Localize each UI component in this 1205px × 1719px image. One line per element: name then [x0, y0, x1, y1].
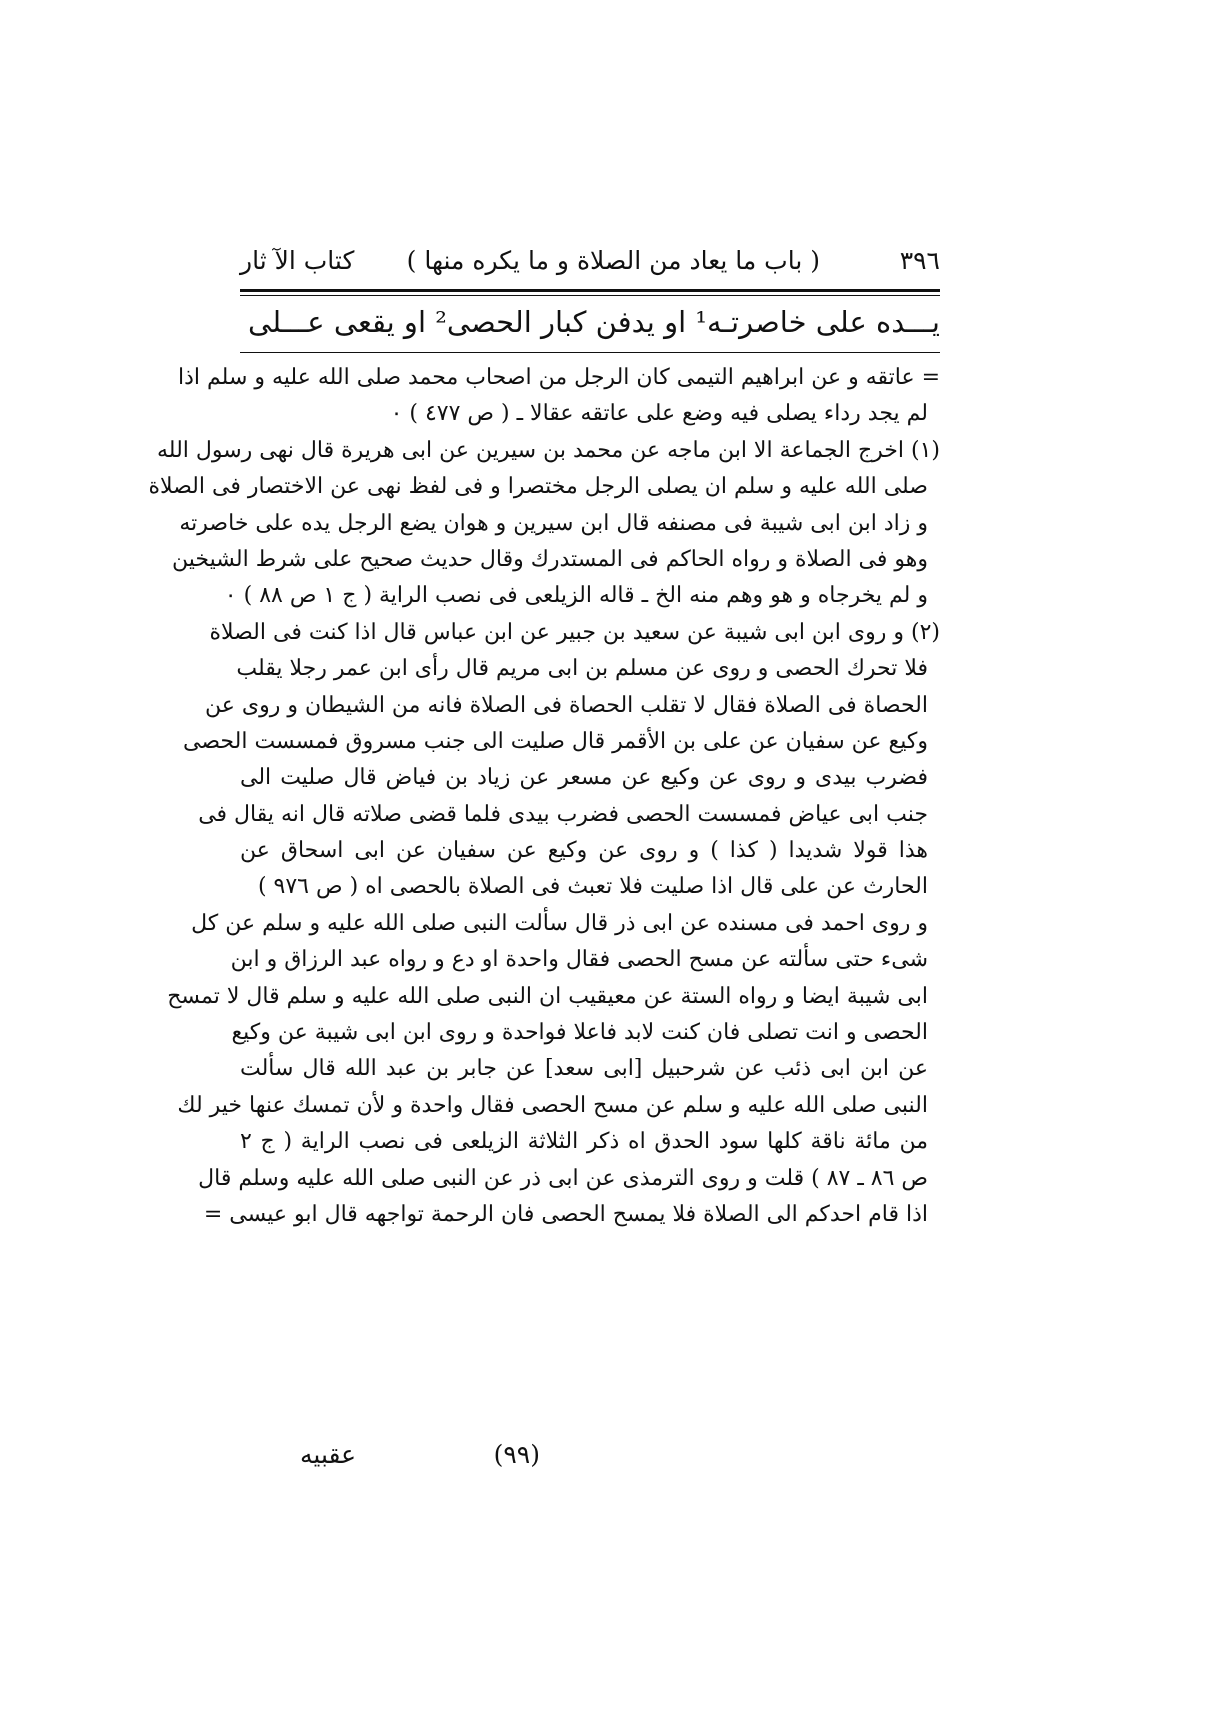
note-line: اذا قام احدكم الى الصلاة فلا يمسح الحصى فان الرحمة تواجهه قال ابو عيسى =	[203, 1201, 928, 1227]
main-text-divider	[240, 352, 940, 353]
note-line: النبى صلى الله عليه و سلم عن مسح الحصى فقال واحدة و لأن تمسك عنها خير لك	[177, 1092, 928, 1118]
page-number: ٣٩٦	[899, 246, 940, 275]
chapter-title: ( باب ما يعاد من الصلاة و ما يكره منها )	[406, 246, 820, 275]
note-line: فضرب بيدى و روى عن وكيع عن مسعر عن زياد بن فياض قال صليت الى	[240, 765, 928, 791]
note-line: و روى احمد فى مسنده عن ابى ذر قال سألت النبى صلى الله عليه و سلم عن كل	[191, 910, 928, 936]
note-line: = عاتقه و عن ابراهيم التيمى كان الرجل من اصحاب محمد صلى الله عليه و سلم اذا	[178, 365, 940, 390]
header-rule-thin	[240, 295, 940, 296]
note-line: وكيع عن سفيان عن على بن الأقمر قال صليت الى جنب مسروق فمسست الحصى	[183, 728, 928, 754]
note-line: شىء حتى سألته عن مسح الحصى فقال واحدة او دع و رواه عبد الرزاق و ابن	[230, 947, 928, 973]
note-line: وهو فى الصلاة و رواه الحاكم فى المستدرك وقال حديث صحيح على شرط الشيخين	[172, 546, 928, 572]
main-text-line: يـــده على خاصرتـه¹ او يدفن كبار الحصى² او يقعى عـــلى	[248, 305, 940, 339]
book-title: كتاب الآ ثار	[240, 246, 355, 275]
note-line: فلا تحرك الحصى و روى عن مسلم بن ابى مريم قال رأى ابن عمر رجلا يقلب	[236, 656, 928, 682]
page-header	[240, 240, 940, 286]
header-rule-thick	[240, 289, 940, 292]
note-line: عن ابن ابى ذئب عن شرحبيل [ابى سعد] عن جابر بن عبد الله قال سألت	[240, 1056, 928, 1082]
page-footer	[240, 1438, 940, 1478]
catchword: عقبيه	[300, 1440, 357, 1469]
note-line: لم يجد رداء يصلى فيه وضع على عاتقه عقالا ـ ( ص ٤٧٧ ) ٠	[390, 401, 928, 427]
note-line: ابى شيبة ايضا و رواه الستة عن معيقيب ان النبى صلى الله عليه و سلم قال لا تمسح	[167, 983, 928, 1009]
note-line: من مائة ناقة كلها سود الحدق اه ذكر الثلاثة الزيلعى فى نصب الراية ( ج ٢	[240, 1129, 928, 1155]
note-line: و لم يخرجاه و هو وهم منه الخ ـ قاله الزيلعى فى نصب الراية ( ج ١ ص ٨٨ ) ٠	[224, 583, 928, 609]
note-line: و زاد ابن ابى شيبة فى مصنفه قال ابن سيرين و هوان يضع الرجل يده على خاصرته	[179, 510, 928, 536]
note-line: الحصاة فى الصلاة فقال لا تقلب الحصاة فى الصلاة فانه من الشيطان و روى عن	[205, 692, 928, 718]
sheet-mark: (٩٩)	[493, 1440, 540, 1469]
note-line: هذا قولا شديدا ( كذا ) و روى عن وكيع عن سفيان عن ابى اسحاق عن	[240, 838, 928, 864]
note-line: الحارث عن على قال اذا صليت فلا تعبث فى الصلاة بالحصى اه ( ص ٩٧٦ )	[257, 874, 928, 900]
note-line: (١) اخرج الجماعة الا ابن ماجه عن محمد بن سيرين عن ابى هريرة قال نهى رسول الله	[157, 437, 940, 463]
note-line: جنب ابى عياض فمسست الحصى فضرب بيدى فلما قضى صلاته قال انه يقال فى	[198, 801, 928, 827]
footnotes	[148, 360, 940, 1233]
note-line: ص ٨٦ ـ ٨٧ ) قلت و روى الترمذى عن ابى ذر عن النبى صلى الله عليه وسلم قال	[198, 1165, 928, 1191]
note-line: صلى الله عليه و سلم ان يصلى الرجل مختصرا و فى لفظ نهى عن الاختصار فى الصلاة	[148, 474, 928, 500]
note-line: (٢) و روى ابن ابى شيبة عن سعيد بن جبير عن ابن عباس قال اذا كنت فى الصلاة	[209, 619, 940, 645]
note-line: الحصى و انت تصلى فان كنت لابد فاعلا فواحدة و روى ابن ابى شيبة عن وكيع	[231, 1020, 928, 1046]
